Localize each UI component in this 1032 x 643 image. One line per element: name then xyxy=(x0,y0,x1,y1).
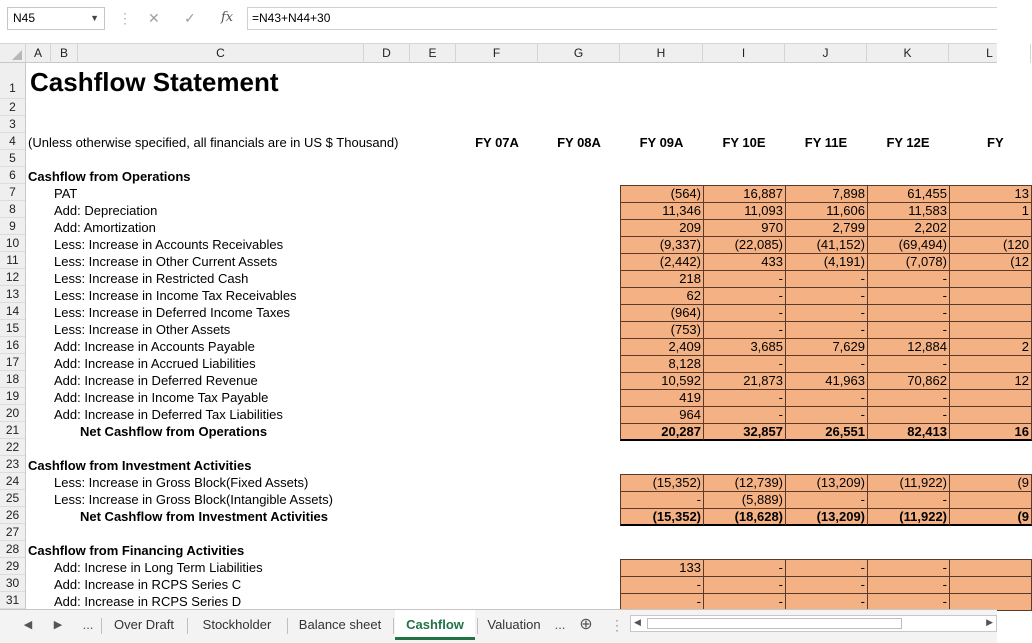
row-header-cell[interactable]: 15 xyxy=(0,320,25,337)
cancel-icon[interactable]: ✕ xyxy=(148,10,160,26)
value-cell[interactable]: - xyxy=(703,559,786,577)
line-item-label[interactable]: PAT xyxy=(54,186,78,201)
line-item-label[interactable]: Add: Increase in RCPS Series C xyxy=(54,577,242,592)
row-header-cell[interactable]: 4 xyxy=(0,133,25,150)
value-cell[interactable] xyxy=(949,491,1032,509)
value-cell[interactable]: 433 xyxy=(703,253,786,271)
value-cell[interactable]: - xyxy=(785,559,868,577)
value-cell[interactable]: (13,209) xyxy=(785,474,868,492)
col-header-g[interactable]: G xyxy=(538,44,620,63)
column-header xyxy=(0,43,997,63)
value-cell[interactable]: - xyxy=(867,321,950,339)
value-cell[interactable]: - xyxy=(703,270,786,288)
value-cell[interactable]: (22,085) xyxy=(703,236,786,254)
formula-bar xyxy=(0,0,997,40)
value-cell[interactable]: - xyxy=(867,593,950,611)
value-cell[interactable]: - xyxy=(703,593,786,611)
scrollbar-thumb[interactable] xyxy=(647,618,902,629)
year-header: FY 12E xyxy=(886,135,930,150)
total-label[interactable]: Net Cashflow from Investment Activities xyxy=(80,509,329,524)
value-cell[interactable]: 7,629 xyxy=(785,338,868,356)
value-cell[interactable]: - xyxy=(620,491,704,509)
value-cell[interactable] xyxy=(949,287,1032,305)
value-cell[interactable]: 12,884 xyxy=(867,338,950,356)
line-item-label[interactable]: Add: Increase in Deferred Revenue xyxy=(54,373,258,388)
value-cell[interactable]: (69,494) xyxy=(867,236,950,254)
value-cell[interactable]: - xyxy=(867,389,950,407)
row-header-cell[interactable]: 2 xyxy=(0,99,25,116)
total-label[interactable]: Net Cashflow from Operations xyxy=(80,424,268,439)
value-cell[interactable] xyxy=(949,576,1032,594)
add-sheet-icon[interactable]: ⊕ xyxy=(579,616,593,633)
value-cell[interactable]: - xyxy=(785,389,868,407)
value-cell[interactable]: (9 xyxy=(949,508,1032,526)
tab-divider xyxy=(393,618,394,634)
name-box[interactable] xyxy=(7,7,105,30)
enter-icon[interactable]: ✓ xyxy=(184,10,196,26)
value-cell[interactable]: - xyxy=(785,406,868,424)
row-header xyxy=(0,63,26,609)
value-cell[interactable]: (41,152) xyxy=(785,236,868,254)
line-item-label[interactable]: Add: Increase in Accounts Payable xyxy=(54,339,255,354)
value-cell[interactable]: - xyxy=(785,593,868,611)
value-cell[interactable]: 20,287 xyxy=(620,423,704,441)
value-cell[interactable]: - xyxy=(703,576,786,594)
value-cell[interactable]: 32,857 xyxy=(703,423,786,441)
line-item-label[interactable]: Add: Increse in Long Term Liabilities xyxy=(54,560,263,575)
row-header-cell[interactable]: 25 xyxy=(0,490,25,507)
value-cell[interactable]: 2 xyxy=(949,338,1032,356)
sheet-title: Cashflow Statement xyxy=(30,67,279,97)
line-item-label[interactable]: Less: Increase in Restricted Cash xyxy=(54,271,249,286)
value-cell[interactable]: (4,191) xyxy=(785,253,868,271)
line-item-label[interactable]: Add: Increase in Income Tax Payable xyxy=(54,390,269,405)
value-cell[interactable]: - xyxy=(703,406,786,424)
value-cell[interactable]: (7,078) xyxy=(867,253,950,271)
value-cell[interactable]: 1 xyxy=(949,202,1032,220)
year-header: FY 11E xyxy=(804,135,848,150)
line-item-label[interactable]: Less: Increase in Other Assets xyxy=(54,322,231,337)
value-cell[interactable] xyxy=(949,270,1032,288)
value-cell[interactable]: 970 xyxy=(703,219,786,237)
col-header-h[interactable]: H xyxy=(620,44,703,63)
col-header-k[interactable]: K xyxy=(867,44,949,63)
value-cell[interactable]: 13 xyxy=(949,185,1032,203)
row-header-cell[interactable]: 12 xyxy=(0,269,25,286)
value-cell[interactable]: 11,583 xyxy=(867,202,950,220)
col-header-e[interactable]: E xyxy=(410,44,456,63)
value-cell[interactable]: - xyxy=(703,321,786,339)
row-header-cell[interactable]: 13 xyxy=(0,286,25,303)
row-header-cell[interactable]: 1 xyxy=(0,63,25,99)
horizontal-scrollbar[interactable] xyxy=(630,615,997,632)
tab-divider xyxy=(187,618,188,634)
value-cell[interactable] xyxy=(949,355,1032,373)
value-cell[interactable]: 209 xyxy=(620,219,704,237)
value-cell[interactable]: - xyxy=(785,491,868,509)
year-header: FY 10E xyxy=(722,135,766,150)
chevron-down-icon[interactable]: ▼ xyxy=(90,13,99,23)
more-sheets-right-button[interactable]: ... xyxy=(554,617,566,632)
value-cell[interactable]: - xyxy=(703,287,786,305)
value-cell[interactable]: 2,799 xyxy=(785,219,868,237)
value-cell[interactable]: (564) xyxy=(620,185,704,203)
line-item-label[interactable]: Less: Increase in Income Tax Receivables xyxy=(54,288,297,303)
more-sheets-left-button[interactable]: ... xyxy=(82,617,94,632)
value-cell[interactable]: - xyxy=(703,304,786,322)
tab-cashflow[interactable]: Cashflow xyxy=(395,610,475,640)
row-header-cell[interactable]: 31 xyxy=(0,592,25,609)
value-cell[interactable]: (2,442) xyxy=(620,253,704,271)
col-header-j[interactable]: J xyxy=(785,44,867,63)
value-cell[interactable]: (11,922) xyxy=(867,474,950,492)
row-header-cell[interactable]: 6 xyxy=(0,167,25,184)
line-item-label[interactable]: Less: Increase in Gross Block(Fixed Assets) xyxy=(54,475,309,490)
value-cell[interactable]: 2,202 xyxy=(867,219,950,237)
year-header: FY 07A xyxy=(475,135,519,150)
row-header-cell[interactable]: 27 xyxy=(0,524,25,541)
value-cell[interactable]: (9 xyxy=(949,474,1032,492)
line-item-label[interactable]: Add: Amortization xyxy=(54,220,156,235)
value-cell[interactable]: - xyxy=(620,593,704,611)
units-note: (Unless otherwise specified, all financials are in US $ Thousand) xyxy=(28,135,399,150)
row-header-cell[interactable]: 28 xyxy=(0,541,25,558)
tab-over-draft[interactable]: Over Draft xyxy=(114,617,174,632)
value-cell[interactable]: (964) xyxy=(620,304,704,322)
value-cell[interactable]: - xyxy=(867,287,950,305)
value-cell[interactable]: 26,551 xyxy=(785,423,868,441)
value-cell[interactable]: - xyxy=(867,559,950,577)
row-header-cell[interactable]: 24 xyxy=(0,473,25,490)
row-header-cell[interactable]: 3 xyxy=(0,116,25,133)
value-cell[interactable]: - xyxy=(867,406,950,424)
row-header-cell[interactable]: 17 xyxy=(0,354,25,371)
value-cell[interactable]: - xyxy=(785,270,868,288)
value-cell[interactable]: - xyxy=(867,270,950,288)
worksheet-grid[interactable] xyxy=(26,63,1029,609)
col-header-c[interactable]: C xyxy=(78,44,364,63)
col-header-i[interactable]: I xyxy=(703,44,785,63)
line-item-label[interactable]: Add: Increase in RCPS Series D xyxy=(54,594,242,609)
value-cell[interactable]: - xyxy=(867,355,950,373)
scroll-right-icon[interactable]: ▶ xyxy=(986,617,993,627)
section-investment: Cashflow from Investment Activities xyxy=(28,458,252,473)
function-icon[interactable]: fx xyxy=(221,10,234,25)
value-cell[interactable]: 3,685 xyxy=(703,338,786,356)
value-cell[interactable]: 964 xyxy=(620,406,704,424)
row-header-cell[interactable]: 22 xyxy=(0,439,25,456)
scroll-left-icon[interactable]: ◀ xyxy=(634,617,641,627)
value-cell[interactable]: 70,862 xyxy=(867,372,950,390)
row-header-cell[interactable]: 5 xyxy=(0,150,25,167)
tab-valuation[interactable]: Valuation xyxy=(487,617,541,632)
value-cell[interactable] xyxy=(949,406,1032,424)
select-all-icon xyxy=(12,50,22,60)
value-cell[interactable]: 21,873 xyxy=(703,372,786,390)
row-header-cell[interactable]: 11 xyxy=(0,252,25,269)
value-cell[interactable]: 10,592 xyxy=(620,372,704,390)
grip-icon: ⋮ xyxy=(118,10,132,26)
row-header-cell[interactable]: 18 xyxy=(0,371,25,388)
value-cell[interactable] xyxy=(949,219,1032,237)
value-cell[interactable]: - xyxy=(785,576,868,594)
row-header-cell[interactable]: 7 xyxy=(0,184,25,201)
value-cell[interactable]: - xyxy=(703,389,786,407)
row-header-cell[interactable]: 26 xyxy=(0,507,25,524)
tab-divider xyxy=(287,618,288,634)
value-cell[interactable]: - xyxy=(703,355,786,373)
formula-input[interactable]: =N43+N44+30 xyxy=(247,7,997,30)
value-cell[interactable]: 61,455 xyxy=(867,185,950,203)
col-header-f[interactable]: F xyxy=(456,44,538,63)
split-handle-icon[interactable]: ⋮ xyxy=(610,617,624,633)
value-cell[interactable]: (753) xyxy=(620,321,704,339)
value-cell[interactable]: 62 xyxy=(620,287,704,305)
value-cell[interactable]: 16 xyxy=(949,423,1032,441)
year-header: FY 09A xyxy=(639,135,684,150)
row-header-cell[interactable]: 14 xyxy=(0,303,25,320)
value-cell[interactable]: 2,409 xyxy=(620,338,704,356)
value-cell[interactable]: 12 xyxy=(949,372,1032,390)
row-header-cell[interactable]: 23 xyxy=(0,456,25,473)
value-cell[interactable]: 11,093 xyxy=(703,202,786,220)
row-header-cell[interactable]: 20 xyxy=(0,405,25,422)
line-item-label[interactable]: Add: Increase in Deferred Tax Liabilities xyxy=(54,407,283,422)
value-cell[interactable]: (9,337) xyxy=(620,236,704,254)
row-header-cell[interactable]: 16 xyxy=(0,337,25,354)
section-financing: Cashflow from Financing Activities xyxy=(28,543,245,558)
row-header-cell[interactable]: 9 xyxy=(0,218,25,235)
name-box-value: N45 xyxy=(13,11,36,25)
value-cell[interactable]: 11,346 xyxy=(620,202,704,220)
line-item-label[interactable]: Less: Increase in Gross Block(Intangible Assets) xyxy=(54,492,333,507)
row-header-cell[interactable]: 10 xyxy=(0,235,25,252)
tab-divider xyxy=(477,618,478,634)
next-sheet-icon[interactable]: ▶ xyxy=(53,619,63,631)
year-header: FY 08A xyxy=(557,135,601,150)
tab-divider xyxy=(101,618,102,634)
line-item-label[interactable]: Less: Increase in Other Current Assets xyxy=(54,254,278,269)
col-header-d[interactable]: D xyxy=(364,44,410,63)
tab-stockholder[interactable]: Stockholder xyxy=(202,617,272,632)
row-header-cell[interactable]: 19 xyxy=(0,388,25,405)
value-cell[interactable] xyxy=(949,304,1032,322)
value-cell[interactable]: 7,898 xyxy=(785,185,868,203)
value-cell[interactable]: - xyxy=(867,491,950,509)
section-operations: Cashflow from Operations xyxy=(28,169,191,184)
value-cell[interactable]: 218 xyxy=(620,270,704,288)
value-cell[interactable]: 419 xyxy=(620,389,704,407)
value-cell[interactable]: (15,352) xyxy=(620,474,704,492)
col-header-b[interactable]: B xyxy=(51,44,78,63)
value-cell[interactable]: - xyxy=(785,287,868,305)
value-cell[interactable]: (15,352) xyxy=(620,508,704,526)
value-cell[interactable]: - xyxy=(867,576,950,594)
tab-balance-sheet[interactable]: Balance sheet xyxy=(298,617,382,632)
value-cell[interactable]: (120 xyxy=(949,236,1032,254)
row-header-cell[interactable]: 30 xyxy=(0,575,25,592)
prev-sheet-icon[interactable]: ◀ xyxy=(23,619,33,631)
value-cell[interactable]: (12,739) xyxy=(703,474,786,492)
row-header-cell[interactable]: 21 xyxy=(0,422,25,439)
value-cell[interactable]: - xyxy=(620,576,704,594)
value-cell[interactable]: 133 xyxy=(620,559,704,577)
value-cell[interactable] xyxy=(949,559,1032,577)
value-cell[interactable]: - xyxy=(785,304,868,322)
line-item-label[interactable]: Less: Increase in Deferred Income Taxes xyxy=(54,305,291,320)
value-cell[interactable]: (5,889) xyxy=(703,491,786,509)
line-item-label[interactable]: Add: Increase in Accrued Liabilities xyxy=(54,356,256,371)
value-cell[interactable]: 41,963 xyxy=(785,372,868,390)
row-header-cell[interactable]: 8 xyxy=(0,201,25,218)
year-header: FY xyxy=(987,135,1004,150)
value-cell[interactable]: 16,887 xyxy=(703,185,786,203)
value-cell[interactable]: - xyxy=(785,355,868,373)
value-cell[interactable] xyxy=(949,389,1032,407)
value-cell[interactable]: (18,628) xyxy=(703,508,786,526)
value-cell[interactable]: 8,128 xyxy=(620,355,704,373)
col-header-a[interactable]: A xyxy=(26,44,51,63)
value-cell[interactable]: - xyxy=(785,321,868,339)
value-cell[interactable]: 11,606 xyxy=(785,202,868,220)
value-cell[interactable] xyxy=(949,321,1032,339)
value-cell[interactable]: (11,922) xyxy=(867,508,950,526)
value-cell[interactable]: 82,413 xyxy=(867,423,950,441)
value-cell[interactable]: (12 xyxy=(949,253,1032,271)
line-item-label[interactable]: Less: Increase in Accounts Receivables xyxy=(54,237,284,252)
select-all-corner[interactable] xyxy=(0,44,26,63)
row-header-cell[interactable]: 29 xyxy=(0,558,25,575)
line-item-label[interactable]: Add: Depreciation xyxy=(54,203,158,218)
value-cell[interactable]: (13,209) xyxy=(785,508,868,526)
col-header-l[interactable]: L xyxy=(949,44,1031,63)
value-cell[interactable]: - xyxy=(867,304,950,322)
